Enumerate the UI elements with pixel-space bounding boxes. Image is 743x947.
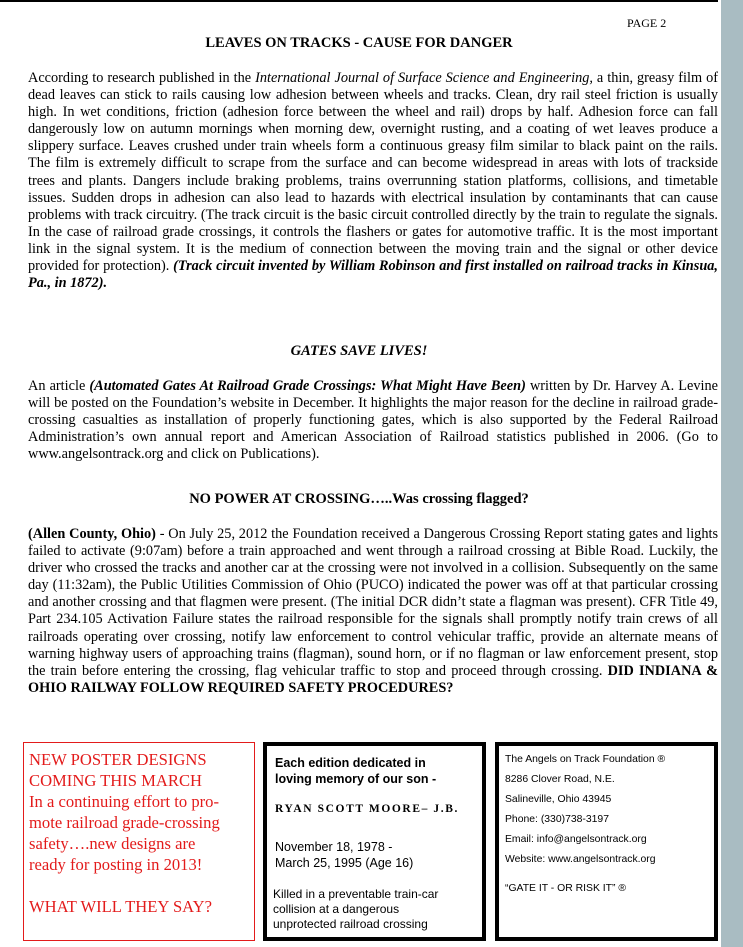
contact-box [495, 742, 718, 941]
journal-name: International Journal of Surface Science and Engineering, [255, 70, 593, 86]
top-rule [0, 0, 718, 2]
note-line: unprotected railroad crossing [273, 917, 428, 931]
org-website: Website: www.angelsontrack.org [505, 854, 656, 865]
section-title-no-power: NO POWER AT CROSSING…..Was crossing flagged? [189, 491, 529, 507]
org-email: Email: info@angelsontrack.org [505, 834, 647, 845]
dedication-line: Each edition dedicated in [275, 756, 426, 770]
article-title: (Automated Gates At Railroad Grade Crossings: What Might Have Been) [89, 378, 526, 394]
poster-question: WHAT WILL THEY SAY? [29, 897, 212, 916]
dedication-line: loving memory of our son - [275, 772, 437, 786]
side-color-bar [721, 0, 743, 947]
memorial-name: RYAN SCOTT MOORE– J.B. [275, 803, 460, 815]
poster-announcement-box [23, 742, 255, 941]
body-text: written by Dr. Harvey A. Levine will be posted on the Foundation’s website in December. It highlights the major reason for the decline in railroad grade-crossing casualties as installation of properly functioning gates, which is also supported by the Federal Railroad Administration’s own annual report and American Association of Railroad statistics published in 2006. (Go to www.angelsontrack.org and click on Publications). [28, 378, 718, 463]
location-label: (Allen County, Ohio) [28, 526, 156, 542]
section-title-leaves: LEAVES ON TRACKS - CAUSE FOR DANGER [205, 35, 513, 51]
article-no-power [28, 526, 718, 697]
org-name: The Angels on Track Foundation ® [505, 754, 666, 765]
track-circuit-note: (Track circuit invented by William Robinson and first installed on railroad tracks in Kinsua, Pa., in 1872). [28, 258, 718, 292]
poster-line: safety….new designs are [29, 834, 196, 853]
note-line: collision at a dangerous [273, 902, 400, 916]
dedication [275, 755, 474, 787]
article-gates [28, 378, 718, 463]
memorial-box [263, 742, 486, 941]
poster-line: mote railroad grade-crossing [29, 813, 220, 832]
body-text: a thin, greasy film of dead leaves can stick to rails causing low adhesion between wheels and tracks. Clean, dry rail steel friction is usually high. In wet conditions, friction (adhesion force between the wheel and rail) drops by half. Adhesion force can fall dangerously low on autumn mornings when morning dew, overnight rusting, and a coating of wet leaves produce a slippery surface. Leaves crushed under train wheels form a continuous greasy film similar to black paint on the rails. The film is extremely difficult to scrape from the surface and can become widespread in areas with lots of trackside trees and plants. Dangers include braking problems, trains overrunning station platforms, collisions, and timetable issues. Sudden drops in adhesion can also lead to hazards with electrical insulation by contaminants that can cause problems with track circuitry. (The track circuit is the basic circuit controlled directly by the train to regulate the signals. In the case of railroad grade crossings, it controls the flashers or gates for automotive traffic. It is the most important link in the signal system. It is the medium of connection between the moving train and the signal or other device provided for protection). [28, 70, 718, 275]
closing-question: DID INDIANA & OHIO RAILWAY FOLLOW REQUIRED SAFETY PROCEDURES? [28, 662, 718, 696]
memorial-dates [275, 839, 474, 871]
org-address: 8286 Clover Road, N.E. [505, 774, 615, 785]
note-line: Killed in a preventable train-car [273, 887, 439, 901]
page-number: PAGE 2 [627, 16, 667, 30]
memorial-note [273, 887, 474, 932]
org-slogan: “GATE IT - OR RISK IT” ® [505, 883, 626, 894]
poster-line: In a continuing effort to pro- [29, 792, 220, 811]
org-city: Salineville, Ohio 43945 [505, 794, 612, 805]
poster-line: NEW POSTER DESIGNS [29, 750, 207, 769]
poster-line: COMING THIS MARCH [29, 771, 203, 790]
body-text: - On July 25, 2012 the Foundation received a Dangerous Crossing Report stating gates and lights failed to activate (9:07am) before a train approached and went through a railroad crossing at Bible Road. Luckily, the driver who crossed the tracks and another car at the crossing were not involved in a collision. Subsequently on the same day (11:32am), the Public Utilities Commission of Ohio (PUCO) indicated the power was off at that particular crossing and another crossing and that flagmen were present. (The initial DCR didn’t state a flagman was present). CFR Title 49, Part 234.105 Activation Failure states the railroad responsible for the signals shall promptly notify train crews of all railroads operating over crossing, notify law enforcement to control vehicular traffic, provide an alternate means of warning highway users of approaching trains (flagman), sound horn, or if no flagman or law enforcement present, stop the train before entering the crossing, flag vehicular traffic to stop and proceed through crossing. [28, 526, 719, 679]
intro-text: According to research published in the [28, 70, 256, 86]
article-leaves [28, 70, 718, 292]
dates-line: March 25, 1995 (Age 16) [275, 856, 414, 870]
section-title-gates: GATES SAVE LIVES! [290, 343, 428, 359]
poster-line: ready for posting in 2013! [29, 855, 203, 874]
org-phone: Phone: (330)738-3197 [505, 814, 609, 825]
dates-line: November 18, 1978 - [275, 840, 393, 854]
intro-text: An article [28, 378, 90, 394]
